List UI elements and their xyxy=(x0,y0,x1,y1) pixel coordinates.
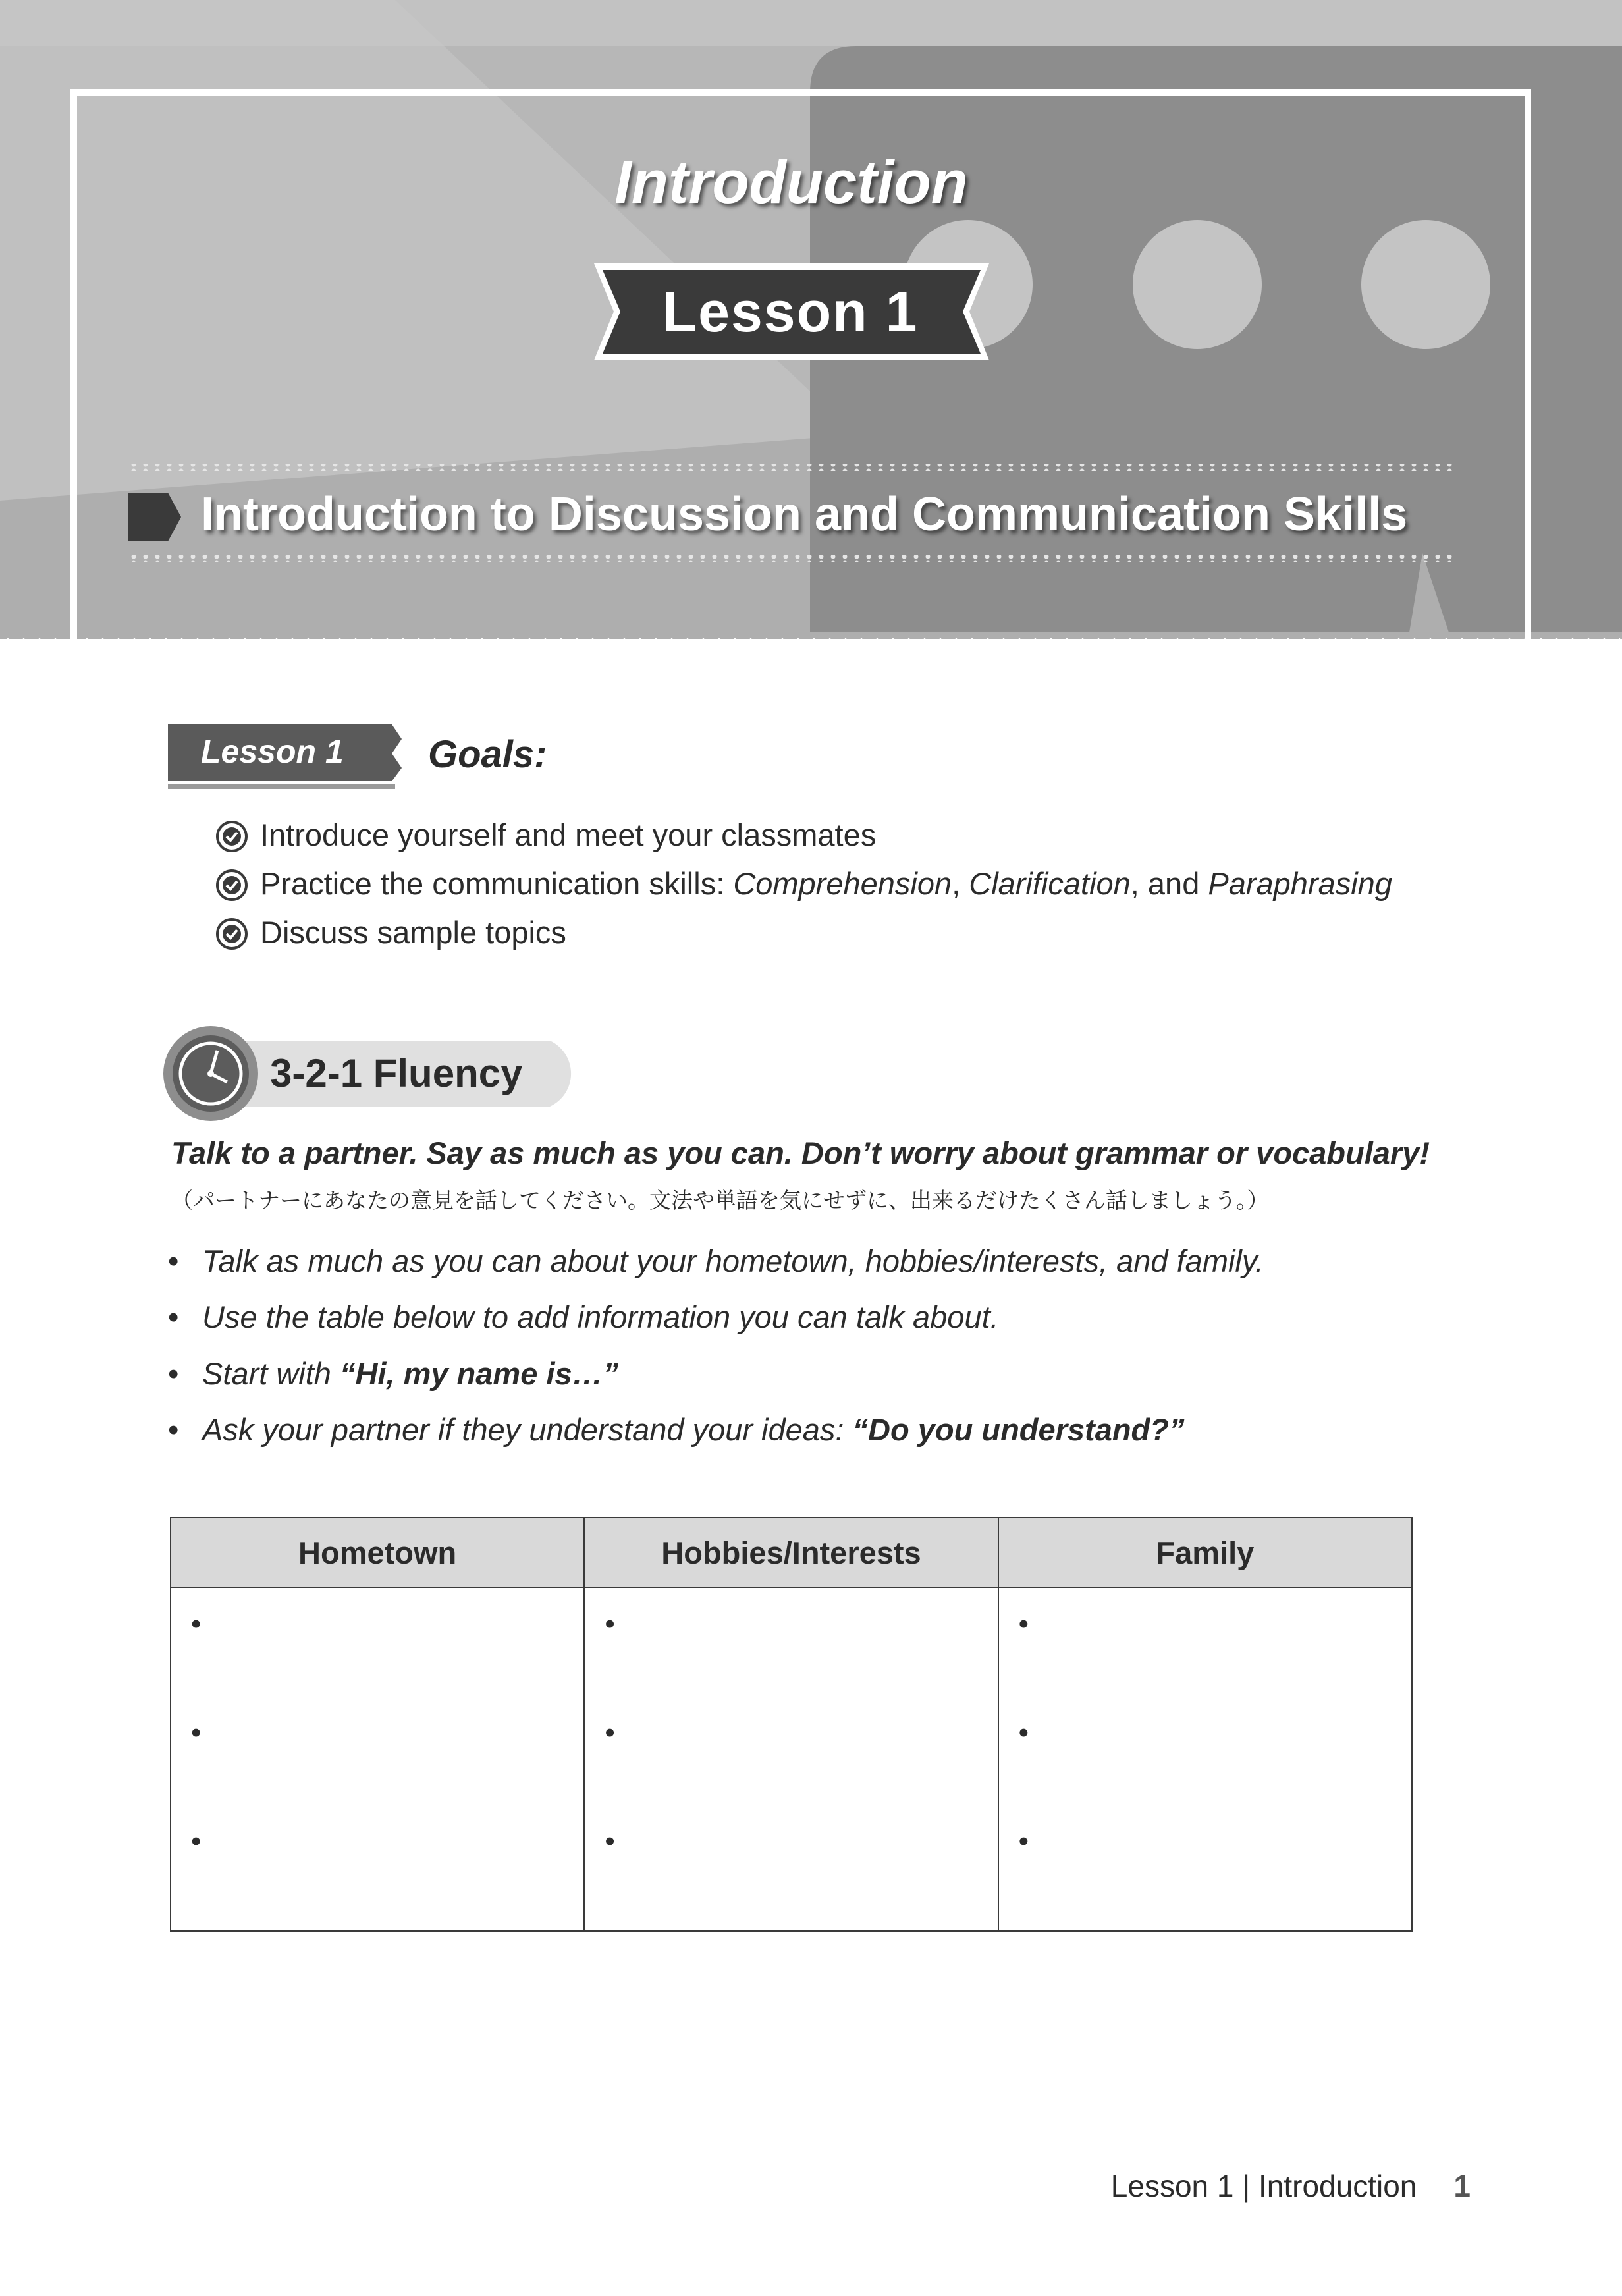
goal-item: Introduce yourself and meet your classmates xyxy=(260,817,877,852)
bullet-text: Ask your partner if they understand your ideas: xyxy=(202,1412,853,1447)
page-footer xyxy=(1111,2168,1471,2204)
page-number: 1 xyxy=(1453,2169,1471,2203)
column-header-family: Family xyxy=(998,1517,1412,1587)
cell-bullet: • xyxy=(1018,1825,1029,1857)
table-cell-family[interactable] xyxy=(998,1587,1412,1931)
goal-item: Discuss sample topics xyxy=(260,915,566,950)
cell-bullet: • xyxy=(1018,1716,1029,1749)
fluency-title: 3-2-1 Fluency xyxy=(270,1051,523,1095)
cell-bullet: • xyxy=(605,1825,615,1857)
column-header-hometown: Hometown xyxy=(171,1517,584,1587)
goal-term: Comprehension xyxy=(733,866,952,901)
cell-bullet: • xyxy=(191,1608,202,1640)
check-circle-icon xyxy=(215,820,248,853)
info-table xyxy=(170,1517,1413,1932)
table-header-row xyxy=(171,1517,1412,1587)
cell-bullet: • xyxy=(191,1716,202,1749)
goal-term: Clarification xyxy=(969,866,1131,901)
cell-bullet: • xyxy=(605,1608,615,1640)
goals-heading: Goals: xyxy=(428,733,547,776)
bullet-dot: • xyxy=(168,1299,179,1334)
cell-bullet: • xyxy=(191,1825,202,1857)
goal-term: Paraphrasing xyxy=(1208,866,1392,901)
cell-bullet: • xyxy=(605,1716,615,1749)
table-cell-hometown[interactable] xyxy=(171,1587,584,1931)
chapter-title: Introduction xyxy=(614,149,968,216)
goal-separator: , and xyxy=(1130,866,1208,901)
fluency-instruction: Talk to a partner. Say as much as you can. Don’t worry about grammar or vocabulary! xyxy=(171,1135,1430,1170)
column-header-hobbies: Hobbies/Interests xyxy=(584,1517,998,1587)
footer-separator: | xyxy=(1233,2169,1259,2203)
bullet-dot: • xyxy=(168,1412,179,1447)
cell-bullet: • xyxy=(1018,1608,1029,1640)
bullet-text: Start with xyxy=(202,1356,340,1391)
goal-text: Practice the communication skills: xyxy=(260,866,734,901)
section-title: Introduction to Discussion and Communication Skills xyxy=(201,488,1408,541)
table-cell-hobbies[interactable] xyxy=(584,1587,998,1931)
clock-icon xyxy=(163,1026,258,1121)
footer-lesson: Lesson 1 xyxy=(1110,2169,1234,2203)
bullet-dot: • xyxy=(168,1244,179,1278)
bullet-dot: • xyxy=(168,1356,179,1391)
bullet-text: Talk as much as you can about your hometown, hobbies/interests, and family. xyxy=(202,1244,1264,1278)
fluency-bullet xyxy=(168,1355,618,1392)
fluency-bullet xyxy=(168,1243,1264,1279)
fluency-instruction-jp: （パートナーにあなたの意見を話してください。文法や単語を気にせずに、出来るだけたくさん話しましょう。） xyxy=(171,1188,1269,1213)
bullet-bold-text: “Do you understand?” xyxy=(852,1412,1185,1447)
bullet-bold-text: “Hi, my name is…” xyxy=(339,1356,619,1391)
check-circle-icon xyxy=(215,917,248,950)
check-circle-icon xyxy=(215,869,248,902)
goal-item xyxy=(260,865,1392,902)
goals-lesson-tag-label: Lesson 1 xyxy=(201,733,344,770)
table-row xyxy=(171,1587,1412,1931)
goal-separator: , xyxy=(952,866,969,901)
bullet-text: Use the table below to add information you can talk about. xyxy=(202,1299,999,1334)
footer-section: Introduction xyxy=(1258,2169,1417,2203)
fluency-bullet xyxy=(168,1411,1184,1448)
lesson-label: Lesson 1 xyxy=(662,281,919,344)
fluency-bullet xyxy=(168,1299,999,1335)
